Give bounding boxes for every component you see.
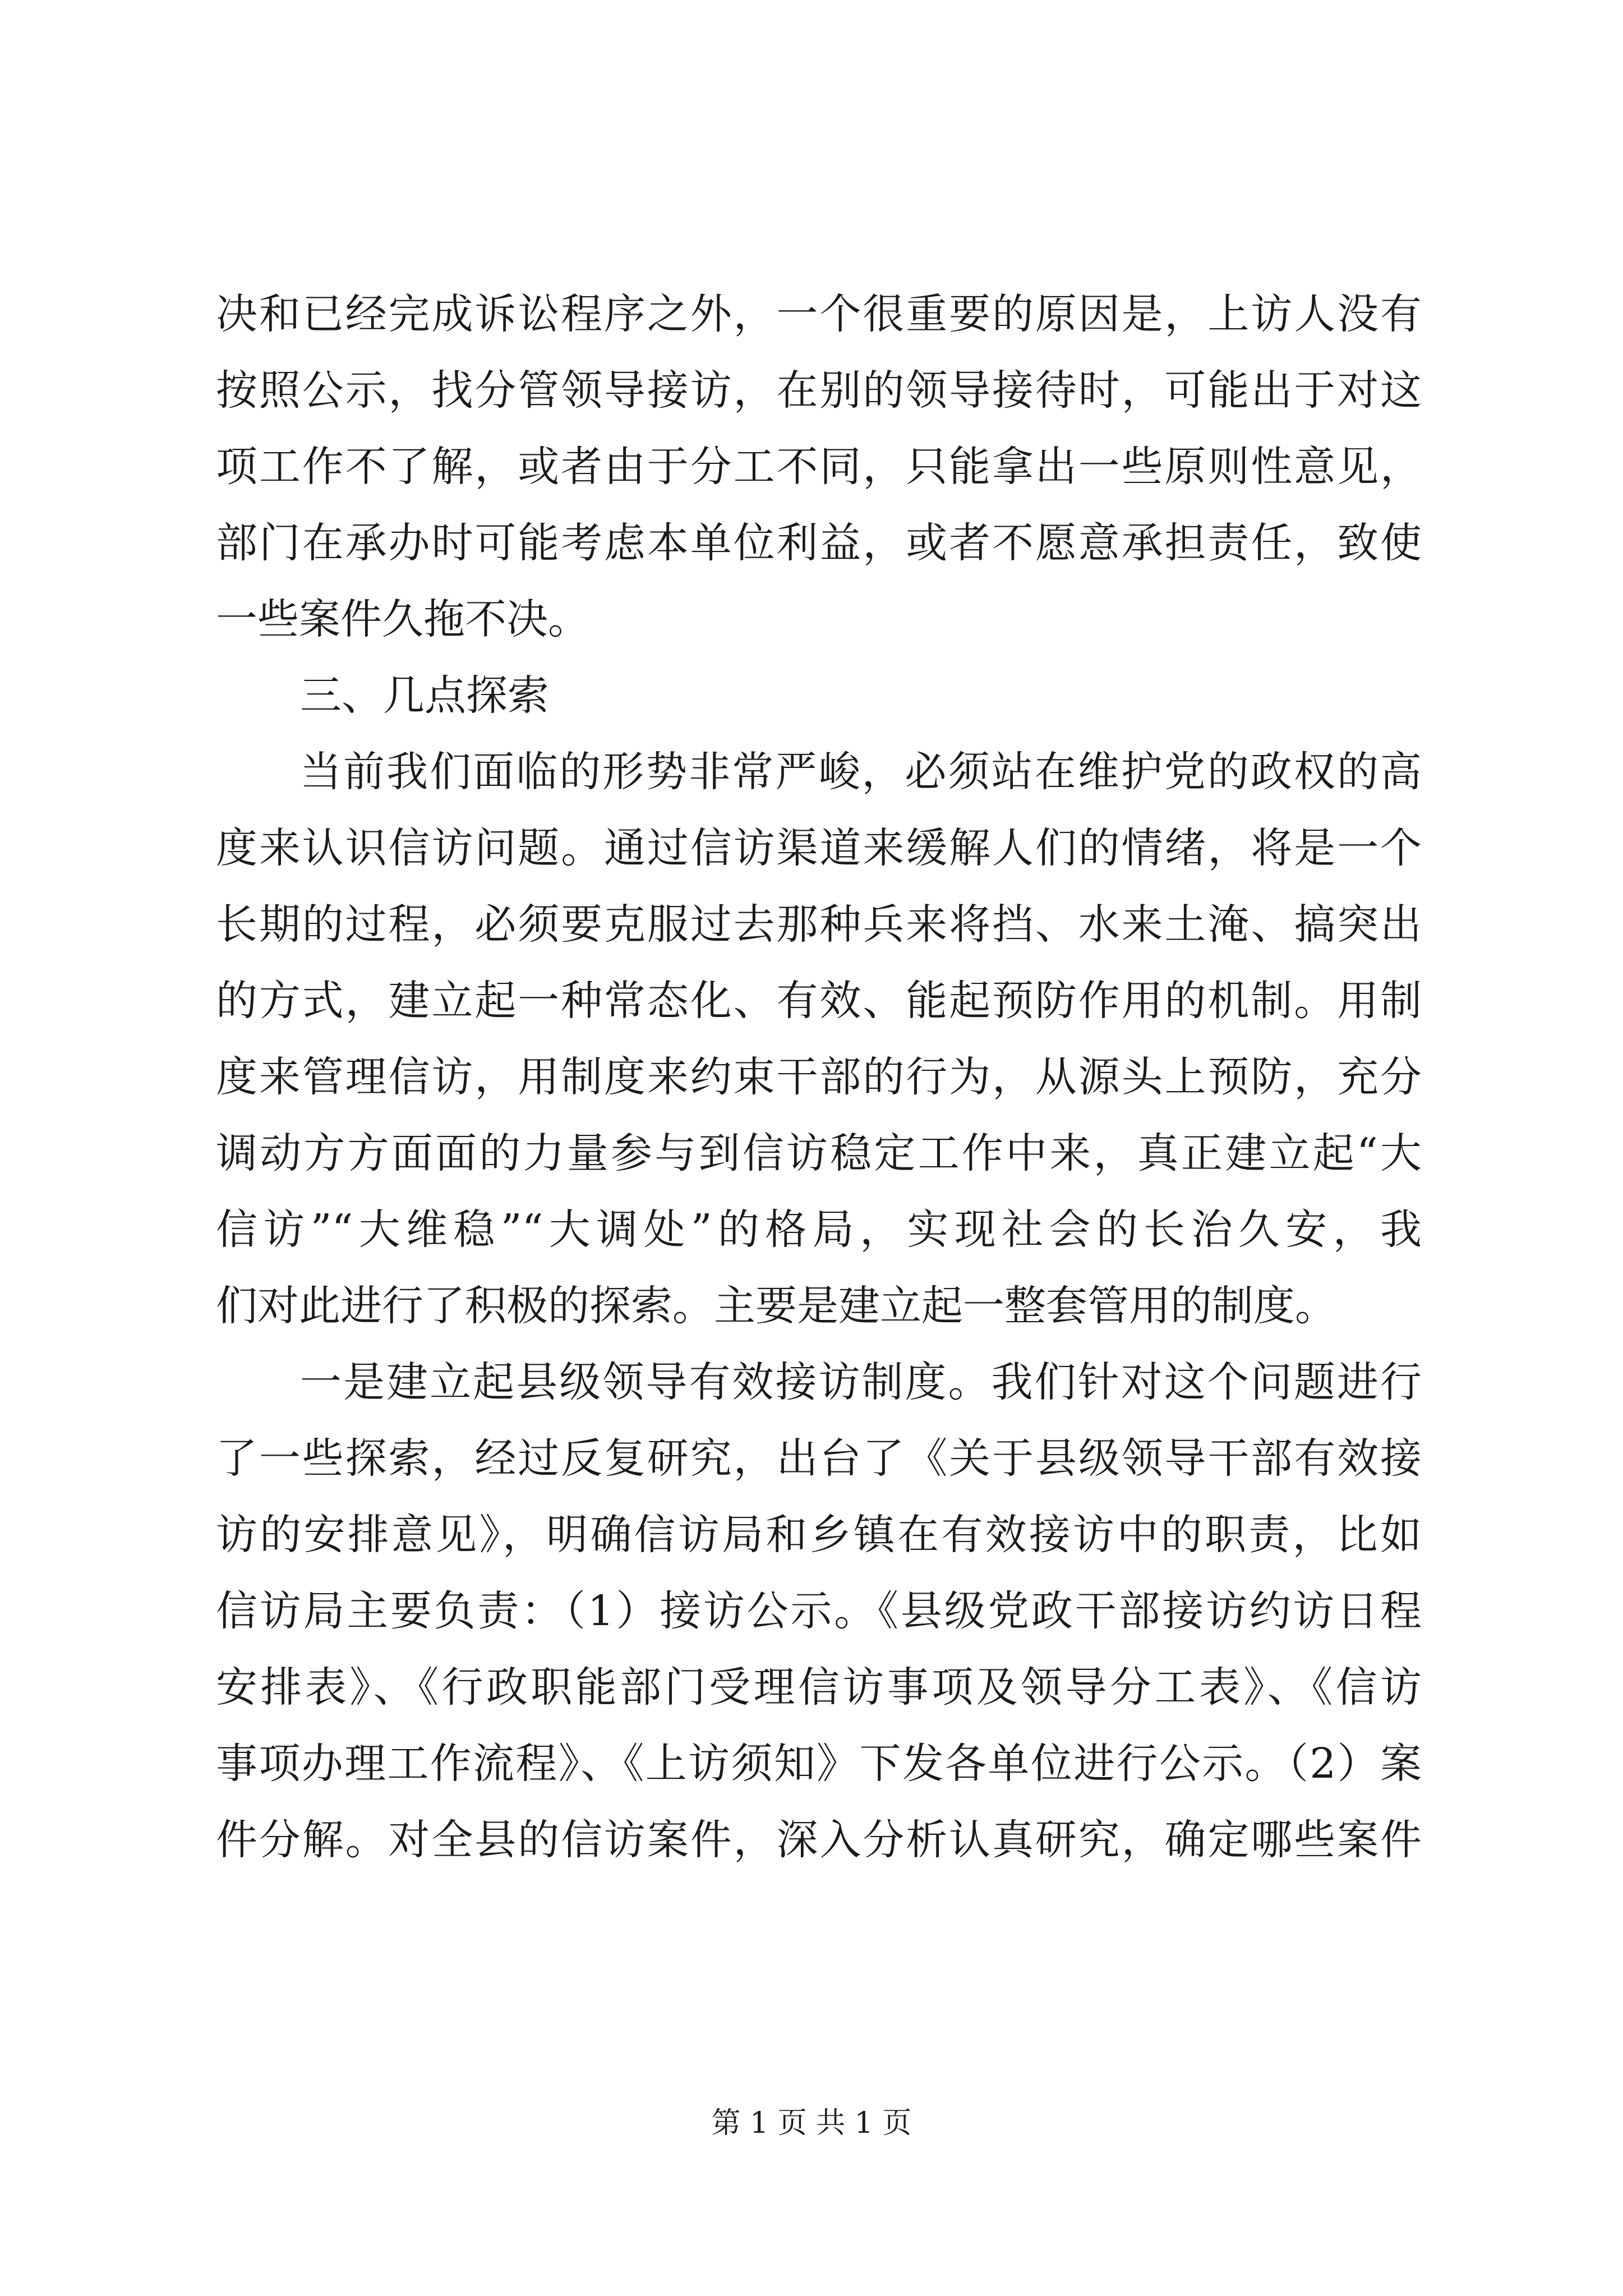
text-line: 信访局主要负责：（1）接访公示。《县级党政干部接访约访日程 — [216, 1587, 1422, 1635]
text-line: 们对此进行了积极的探索。主要是建立起一整套管用的制度。 — [216, 1282, 1336, 1330]
text-line: 件分解。对全县的信访案件，深入分析认真研究，确定哪些案件 — [216, 1816, 1422, 1864]
text-line: 决和已经完成诉讼程序之外，一个很重要的原因是，上访人没有 — [216, 290, 1422, 338]
text-line: 度来管理信访，用制度来约束干部的行为，从源头上预防，充分 — [216, 1053, 1422, 1101]
text-line: 了一些探索，经过反复研究，出台了《关于县级领导干部有效接 — [216, 1434, 1422, 1483]
text-line: 部门在承办时可能考虑本单位利益，或者不愿意承担责任，致使 — [216, 519, 1422, 567]
text-line: 长期的过程，必须要克服过去那种兵来将挡、水来土淹、搞突出 — [216, 900, 1422, 949]
document-body — [216, 276, 1422, 1878]
text-line: 安排表》、《行政职能部门受理信访事项及领导分工表》、《信访 — [216, 1663, 1422, 1711]
text-line: 一是建立起县级领导有效接访制度。我们针对这个问题进行 — [300, 1358, 1422, 1406]
text-line: 按照公示，找分管领导接访，在别的领导接待时，可能出于对这 — [216, 366, 1422, 415]
text-line: 的方式，建立起一种常态化、有效、能起预防作用的机制。用制 — [216, 977, 1422, 1025]
text-line: 信访”“大维稳”“大调处”的格局，实现社会的长治久安，我 — [216, 1205, 1422, 1254]
text-line: 事项办理工作流程》、《上访须知》下发各单位进行公示。（2）案 — [216, 1740, 1422, 1788]
text-line: 访的安排意见》，明确信访局和乡镇在有效接访中的职责，比如 — [216, 1511, 1422, 1559]
text-line: 项工作不了解，或者由于分工不同，只能拿出一些原则性意见， — [216, 443, 1422, 491]
section-heading: 三、几点探索 — [300, 671, 549, 720]
text-line: 当前我们面临的形势非常严峻，必须站在维护党的政权的高 — [300, 748, 1422, 796]
text-line: 度来认识信访问题。通过信访渠道来缓解人们的情绪，将是一个 — [216, 824, 1422, 872]
text-line: 一些案件久拖不决。 — [216, 595, 589, 643]
text-line: 调动方方面面的力量参与到信访稳定工作中来，真正建立起“大 — [216, 1129, 1422, 1177]
page-number-footer: 第 1 页 共 1 页 — [711, 2106, 912, 2140]
